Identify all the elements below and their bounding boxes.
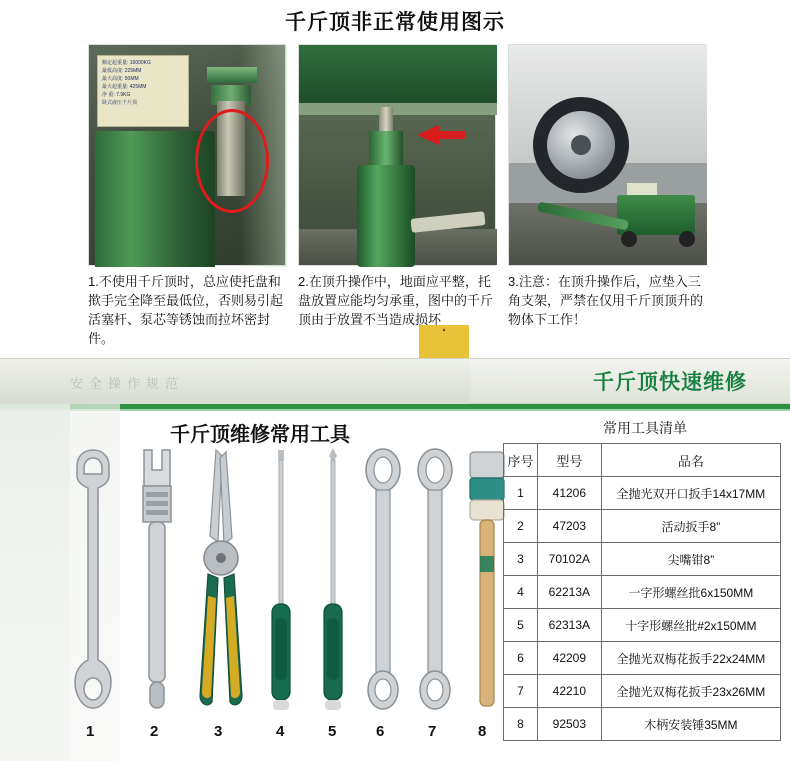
cell-index: 8 bbox=[504, 708, 538, 741]
table-row bbox=[504, 708, 781, 741]
cell-name: 木柄安装锤35MM bbox=[601, 708, 780, 741]
needle-nose-pliers bbox=[196, 446, 246, 714]
cell-name: 活动扳手8” bbox=[601, 510, 780, 543]
cell-model: 42210 bbox=[537, 675, 601, 708]
cell-model: 92503 bbox=[537, 708, 601, 741]
section2-title: 千斤顶维修常用工具 bbox=[170, 424, 350, 446]
jack-spec-label bbox=[97, 55, 189, 127]
cell-name: 全抛光双梅花扳手23x26MM bbox=[601, 675, 780, 708]
jack-saddle bbox=[207, 67, 257, 83]
band-title: 千斤顶快速维修 bbox=[593, 371, 747, 394]
tool-number-4: 4 bbox=[276, 723, 285, 740]
cell-index: 7 bbox=[504, 675, 538, 708]
tool-number-7: 7 bbox=[428, 723, 437, 740]
spec-line-5: 净 重: 7.9KG bbox=[102, 92, 131, 98]
header-name: 品名 bbox=[601, 444, 780, 477]
table-row bbox=[504, 609, 781, 642]
table-header-row bbox=[504, 444, 781, 477]
tool-number-3: 3 bbox=[214, 723, 223, 740]
table-row bbox=[504, 510, 781, 543]
cell-name: 全抛光双开口扳手14x17MM bbox=[601, 477, 780, 510]
tool-number-1: 1 bbox=[86, 723, 95, 740]
floor-jack-caster-right bbox=[679, 231, 695, 247]
tool-list-title: 常用工具清单 bbox=[603, 420, 687, 436]
cell-name: 一字形螺丝批6x150MM bbox=[601, 576, 780, 609]
spec-line-1: 额定起重量: 16000KG bbox=[102, 60, 151, 66]
table-row bbox=[504, 675, 781, 708]
cell-index: 2 bbox=[504, 510, 538, 543]
spec-line-4: 最大起重量: 425MM bbox=[102, 84, 147, 90]
double-ring-spanner-22x24 bbox=[360, 446, 406, 714]
cell-name: 全抛光双梅花扳手22x24MM bbox=[601, 642, 780, 675]
caption-row bbox=[88, 272, 708, 348]
bottle-jack-neck bbox=[369, 131, 403, 169]
bottle-jack-label-text: ▲ bbox=[441, 327, 447, 333]
header-model: 型号 bbox=[537, 444, 601, 477]
cell-index: 3 bbox=[504, 543, 538, 576]
cell-index: 5 bbox=[504, 609, 538, 642]
spec-line-3: 最大高度: 50MM bbox=[102, 76, 139, 82]
cell-name: 十字形螺丝批#2x150MM bbox=[601, 609, 780, 642]
tool-number-5: 5 bbox=[328, 723, 337, 740]
flat-screwdriver bbox=[264, 446, 298, 714]
photo-jack-label-closeup bbox=[88, 44, 286, 266]
cell-index: 6 bbox=[504, 642, 538, 675]
tools-illustration bbox=[30, 450, 500, 740]
wheel-hub bbox=[571, 135, 591, 155]
table-row bbox=[504, 477, 781, 510]
red-arrow-tail bbox=[437, 131, 465, 139]
cell-index: 4 bbox=[504, 576, 538, 609]
cell-model: 62313A bbox=[537, 609, 601, 642]
cell-index: 1 bbox=[504, 477, 538, 510]
cell-model: 42209 bbox=[537, 642, 601, 675]
tool-list-table bbox=[503, 443, 781, 741]
caption-2: 2.在顶升操作中，地面应平整，托盘放置应能均匀承重，图中的千斤顶由于放置不当造成损坏 bbox=[298, 274, 494, 327]
header-index: 序号 bbox=[504, 444, 538, 477]
cell-model: 47203 bbox=[537, 510, 601, 543]
photo-car-floor-jack bbox=[508, 44, 706, 266]
cell-model: 62213A bbox=[537, 576, 601, 609]
cell-name: 尖嘴钳8” bbox=[601, 543, 780, 576]
press-beam-edge bbox=[299, 103, 497, 115]
table-row bbox=[504, 642, 781, 675]
adjustable-wrench bbox=[134, 446, 180, 714]
tool-number-6: 6 bbox=[376, 723, 385, 740]
open-end-wrench bbox=[70, 446, 116, 714]
red-arrow-icon bbox=[417, 125, 439, 145]
phillips-screwdriver bbox=[316, 446, 350, 714]
red-ellipse-annotation bbox=[195, 109, 269, 213]
cell-model: 41206 bbox=[537, 477, 601, 510]
double-ring-spanner-23x26 bbox=[412, 446, 458, 714]
table-row bbox=[504, 543, 781, 576]
cell-model: 70102A bbox=[537, 543, 601, 576]
tool-number-2: 2 bbox=[150, 723, 159, 740]
bottle-jack-body bbox=[357, 165, 447, 333]
caption-3: 3.注意：在顶升操作后，应垫入三角支架，严禁在仅用千斤顶顶升的物体下工作！ bbox=[508, 274, 704, 327]
table-row bbox=[504, 576, 781, 609]
spec-line-2: 最低高度: 225MM bbox=[102, 68, 142, 74]
tool-number-8: 8 bbox=[478, 723, 487, 740]
press-beam bbox=[299, 45, 497, 103]
floor-jack-caster-left bbox=[621, 231, 637, 247]
section1-title: 千斤顶非正常使用图示 bbox=[285, 11, 505, 34]
floor-jack-body bbox=[617, 195, 695, 235]
caption-1: 1.不使用千斤顶时，总应使托盘和揿手完全降至最低位，否则易引起活塞杆、泵芯等锈蚀而拉坏密封件。 bbox=[88, 274, 284, 346]
band-watermark-text: 安全操作规范 bbox=[0, 359, 470, 405]
spec-footer: 卧式液压千斤顶 bbox=[102, 100, 138, 106]
